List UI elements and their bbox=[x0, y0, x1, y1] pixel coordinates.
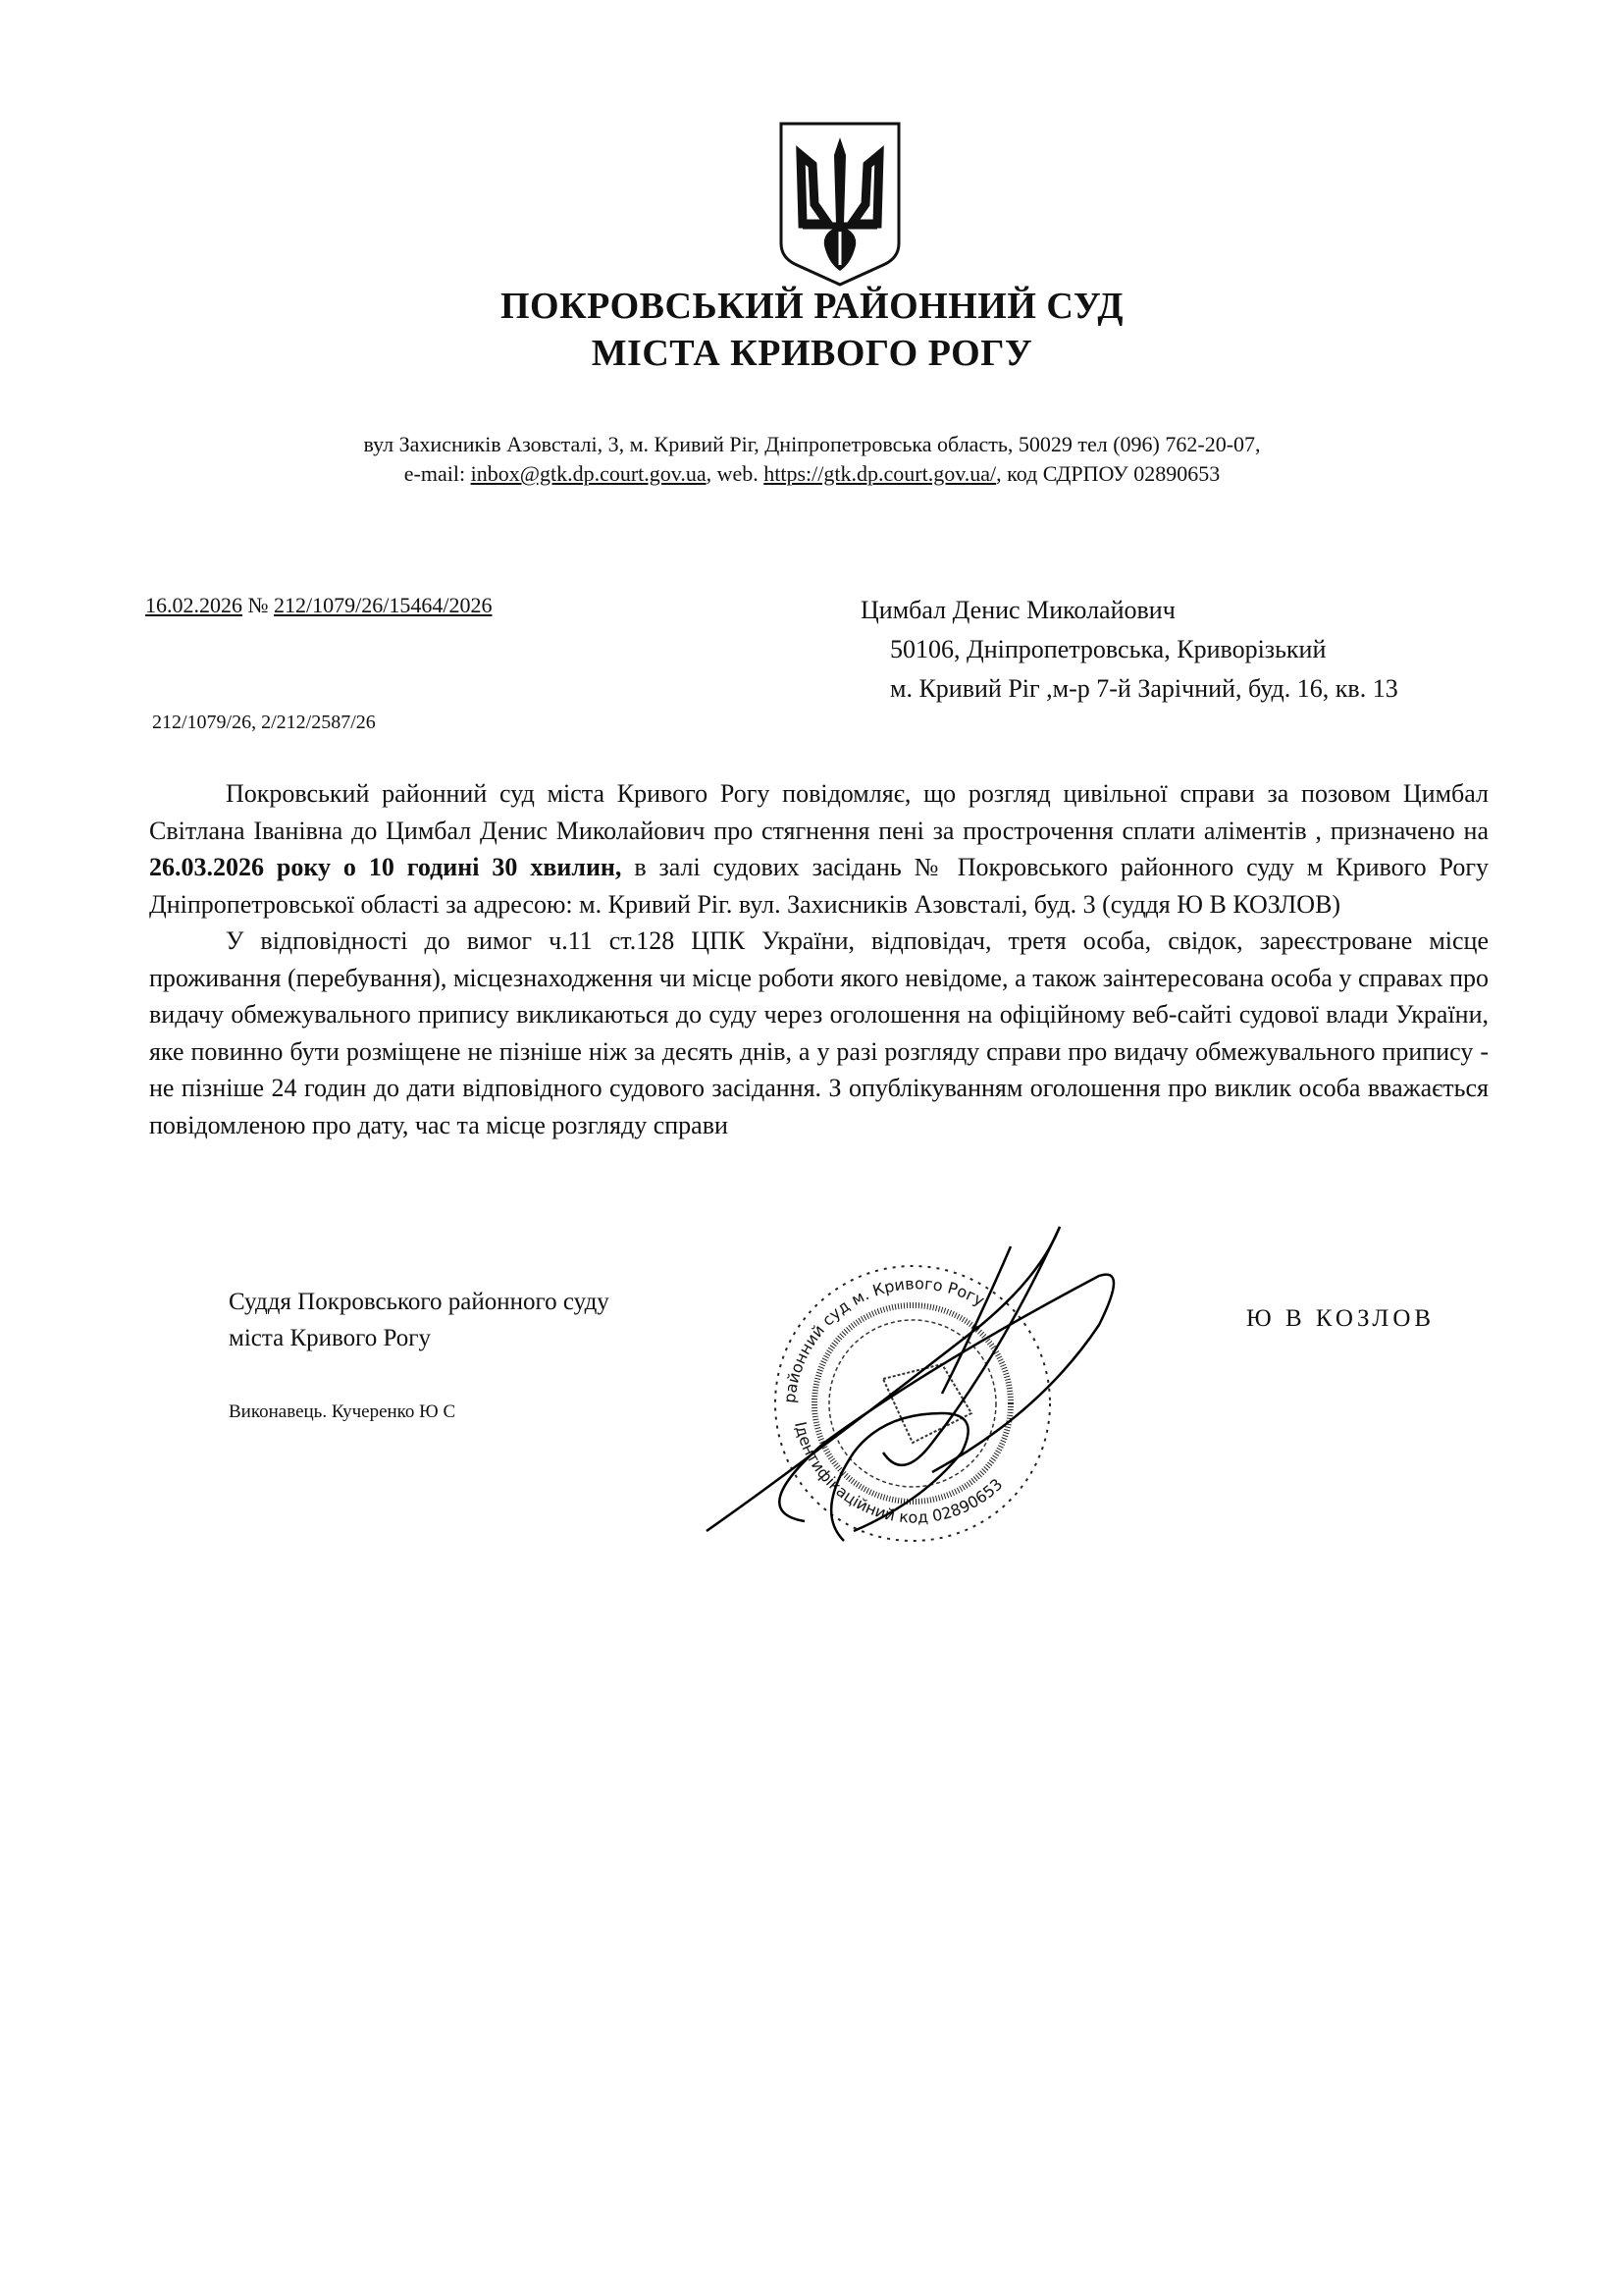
email-link[interactable]: inbox@gtk.dp.court.gov.ua bbox=[470, 461, 707, 486]
web-link[interactable]: https://gtk.dp.court.gov.ua/ bbox=[763, 461, 997, 486]
outgoing-date: 16.02.2026 bbox=[145, 593, 242, 617]
outgoing-number: 212/1079/26/15464/2026 bbox=[274, 593, 493, 617]
notice-paragraph-2: У відповідності до вимог ч.11 ст.128 ЦПК України, відповідач, третя особа, свідок, зареєстроване місце проживання (перебування), місцезнаходження чи місце роботи якого невідоме, а також заінтересована особа у справах про видачу обмежувального припису викликаються до суду через оголошення на офіційному веб-сайті судової влади України, яке повинно бути розміщене не пізніше ніж за десять днів, а у разі розгляду справи про видачу обмежувального припису - не пізніше 24 годин до дати відповідного судового засідання. З опублікуванням оголошення про виклик особа вважається повідомленою про дату, час та місце розгляду справи bbox=[149, 926, 1489, 1139]
court-title-line2: МІСТА КРИВОГО РОГУ bbox=[591, 333, 1033, 374]
recipient-block bbox=[861, 591, 1398, 709]
paragraph-text: в залі судових засідань № Покровського районного суду м Кривого Рогу Дніпропетровської області за адресою: м. Кривий Ріг. вул. Захисників Азовсталі, буд. 3 (суддя Ю В КОЗЛОВ) bbox=[149, 853, 1489, 919]
notice-paragraph-1 bbox=[149, 775, 1489, 923]
edrpou-code: , код СДРПОУ 02890653 bbox=[996, 461, 1221, 486]
recipient-name: Цимбал Денис Миколайович bbox=[861, 596, 1176, 624]
stamp-text-bottom: Ідентифікаційний код 02890653 bbox=[791, 1419, 1007, 1527]
case-numbers: 212/1079/26, 2/212/2587/26 bbox=[152, 712, 376, 733]
executor: Виконавець. Кучеренко Ю С bbox=[229, 1401, 456, 1422]
judge-title-line1: Суддя Покровського районного суду bbox=[229, 1289, 609, 1315]
judge-name: Ю В КОЗЛОВ bbox=[1246, 1305, 1436, 1332]
notice-body bbox=[149, 775, 1489, 1143]
recipient-address-line2: м. Кривий Ріг ,м-р 7-й Зарічний, буд. 16, кв. 13 bbox=[890, 674, 1398, 703]
handwritten-signature bbox=[707, 1227, 1114, 1541]
court-contacts bbox=[0, 461, 1624, 487]
judge-title-line2: міста Кривого Рогу bbox=[229, 1325, 432, 1351]
court-address: вул Захисників Азовсталі, 3, м. Кривий Ріг, Дніпропетровська область, 50029 тел (096) 762-20-07, bbox=[363, 432, 1261, 456]
outgoing-reference bbox=[145, 593, 492, 618]
number-sign: № bbox=[242, 593, 274, 617]
judge-title bbox=[229, 1284, 609, 1356]
ukraine-coat-of-arms-icon bbox=[773, 116, 907, 288]
court-seal-stamp-icon bbox=[687, 1217, 1138, 1551]
paragraph-text: Покровський районний суд міста Кривого Рогу повідомляє, що розгляд цивільної справи за позовом Цимбал Світлана Іванівна до Цимбал Денис Миколайович про стягнення пені за прострочення сплати аліментів , призначено на bbox=[149, 779, 1489, 845]
hearing-datetime: 26.03.2026 року о 10 годині 30 хвилин, bbox=[149, 853, 622, 881]
stamp-text-top: районний суд м. Кривого Рогу bbox=[779, 1274, 988, 1404]
email-label: e-mail: bbox=[403, 461, 471, 486]
web-label: , web. bbox=[706, 461, 764, 486]
recipient-address-line1: 50106, Дніпропетровська, Криворізький bbox=[890, 635, 1327, 663]
court-title-line1: ПОКРОВСЬКИЙ РАЙОННИЙ СУД bbox=[499, 286, 1125, 327]
